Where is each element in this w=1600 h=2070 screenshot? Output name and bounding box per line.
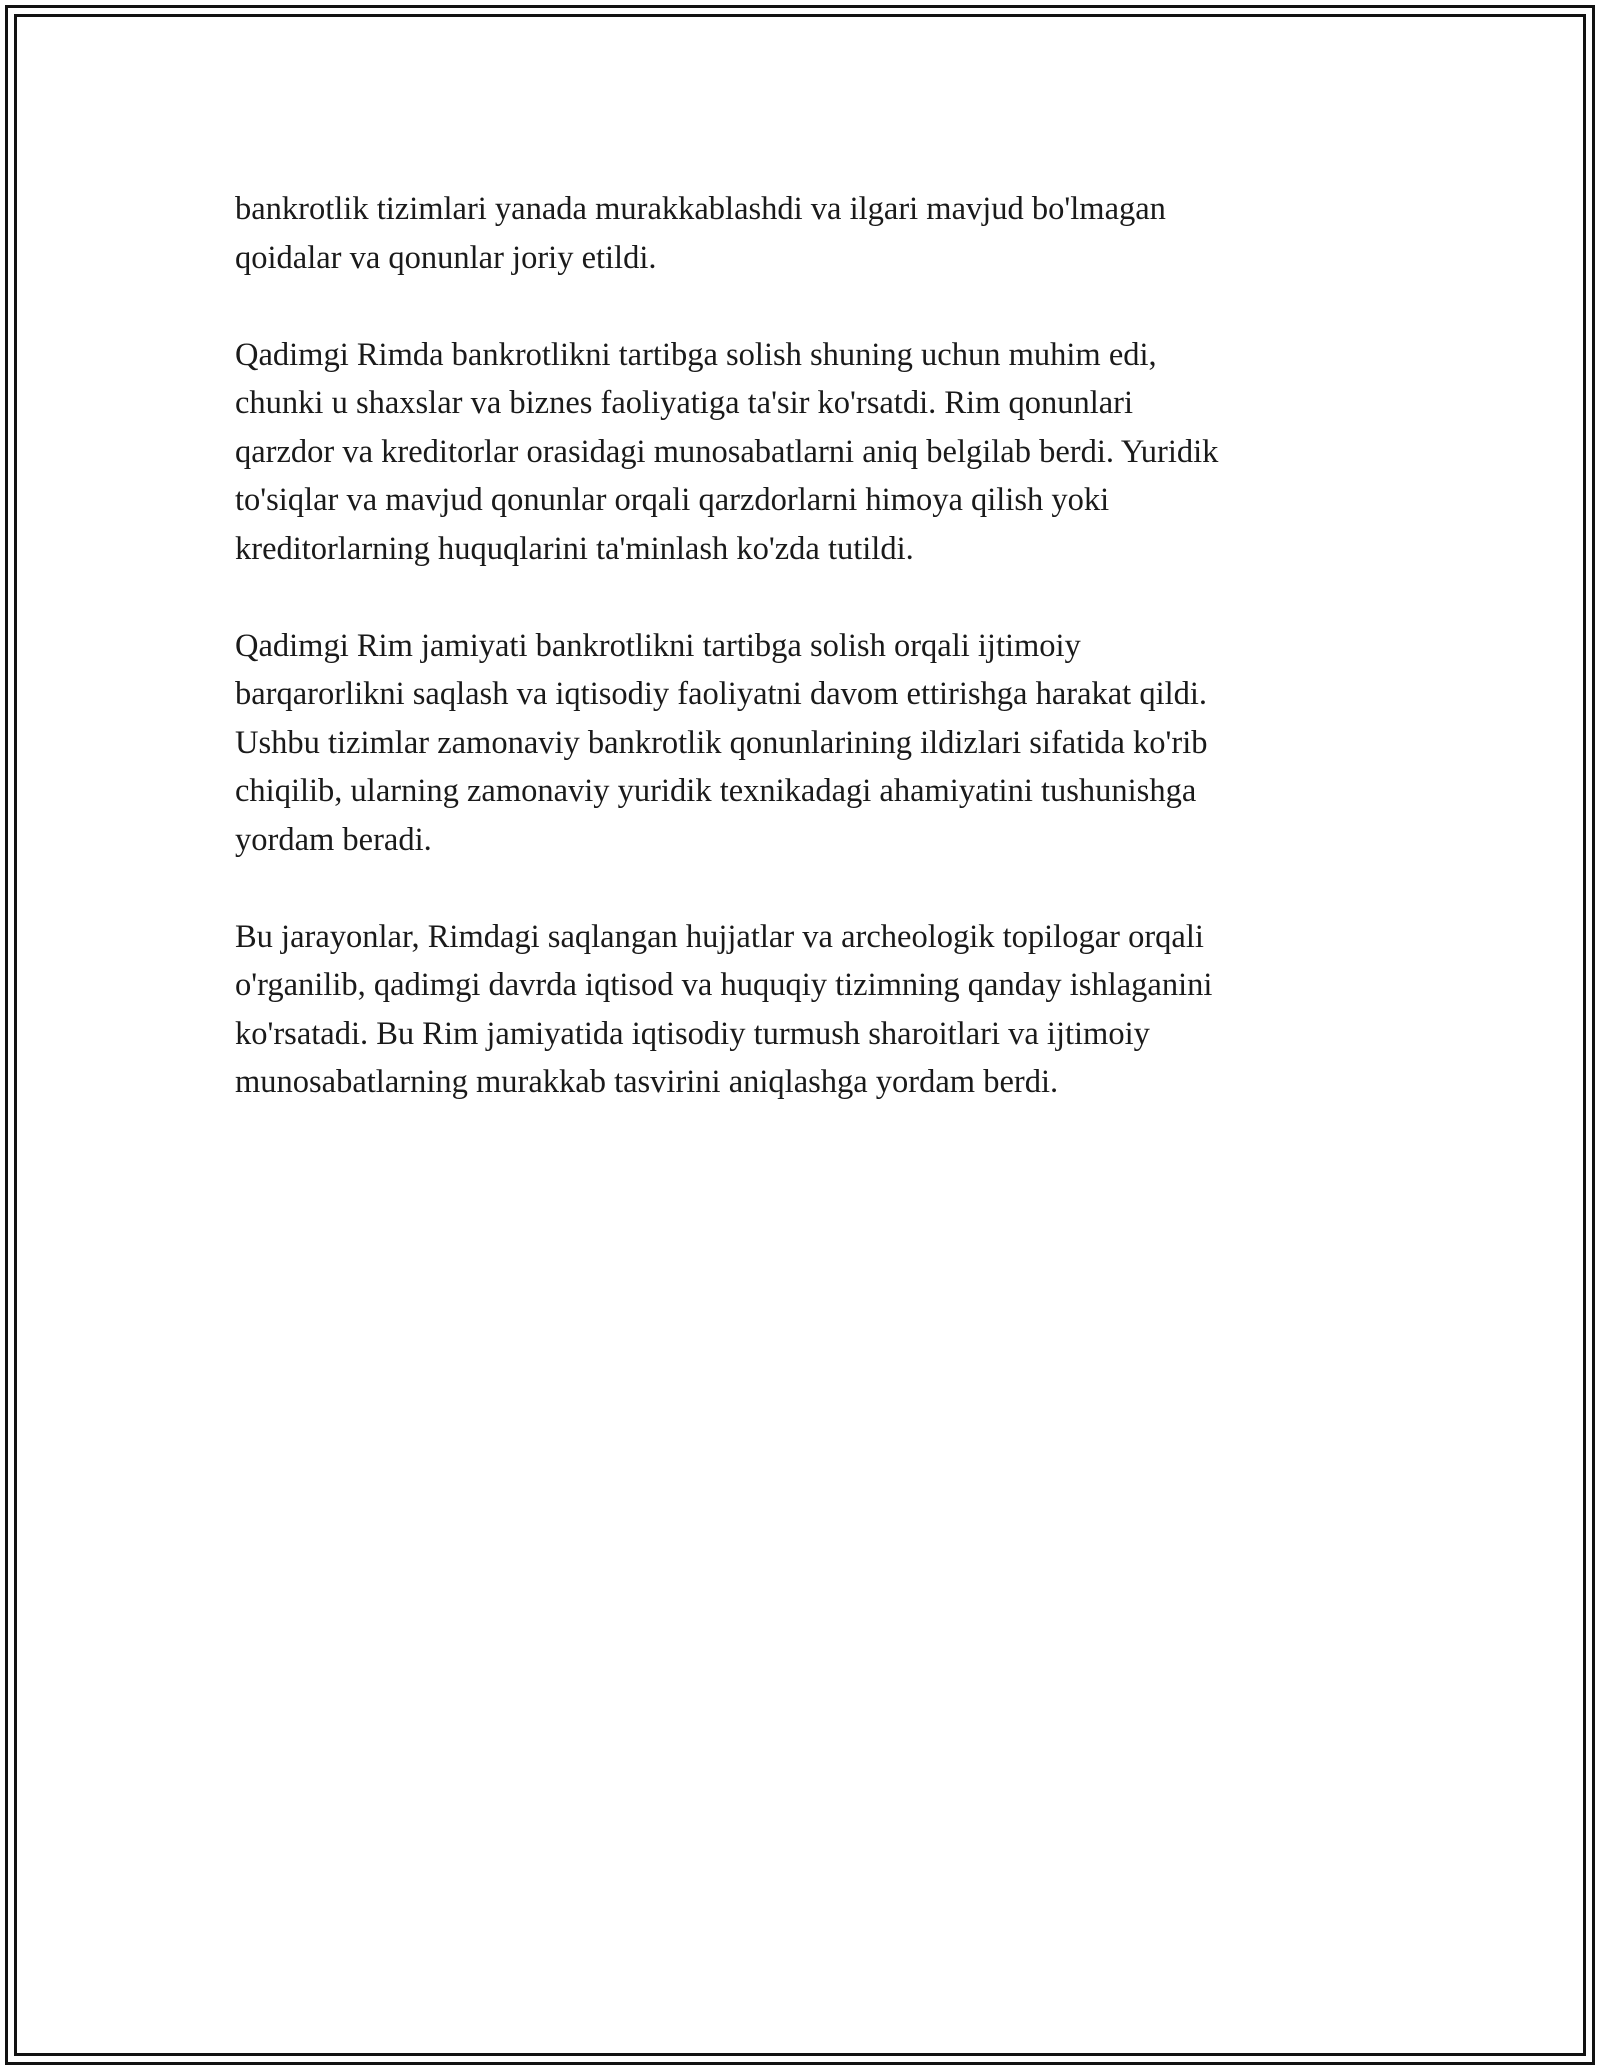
paragraph-4: Bu jarayonlar, Rimdagi saqlangan hujjatlar va archeologik topilogar orqali o'rganilib, qadimgi davrda iqtisod va huquqiy tizimning qanday ishlaganini ko'rsatadi. Bu Rim jamiyatida iqtisodiy turmush sharoitlari va ijtimoiy munosabatlarning murakkab tasvirini aniqlashga yordam berdi. xyxy=(235,918,1213,1100)
paragraph-1: bankrotlik tizimlari yanada murakkablashdi va ilgari mavjud bo'lmagan qoidalar va qonunlar joriy etildi. xyxy=(235,191,1166,276)
document-body xyxy=(235,185,1385,1155)
paragraph-3: Qadimgi Rim jamiyati bankrotlikni tartibga solish orqali ijtimoiy barqarorlikni saqlash va iqtisodiy faoliyatni davom ettirishga harakat qildi. Ushbu tizimlar zamonaviy bankrotlik qonunlarining ildizlari sifatida ko'rib chiqilib, ularning zamonaviy yuridik texnikadagi ahamiyatini tushunishga yordam beradi. xyxy=(235,627,1208,858)
paragraph-2: Qadimgi Rimda bankrotlikni tartibga solish shuning uchun muhim edi, chunki u shaxslar va biznes faoliyatiga ta'sir ko'rsatdi. Rim qonunlari qarzdor va kreditorlar orasidagi munosabatlarni aniq belgilab berdi. Yuridik to'siqlar va mavjud qonunlar orqali qarzdorlarni himoya qilish yoki kreditorlarning huquqlarini ta'minlash ko'zda tutildi. xyxy=(235,336,1219,567)
